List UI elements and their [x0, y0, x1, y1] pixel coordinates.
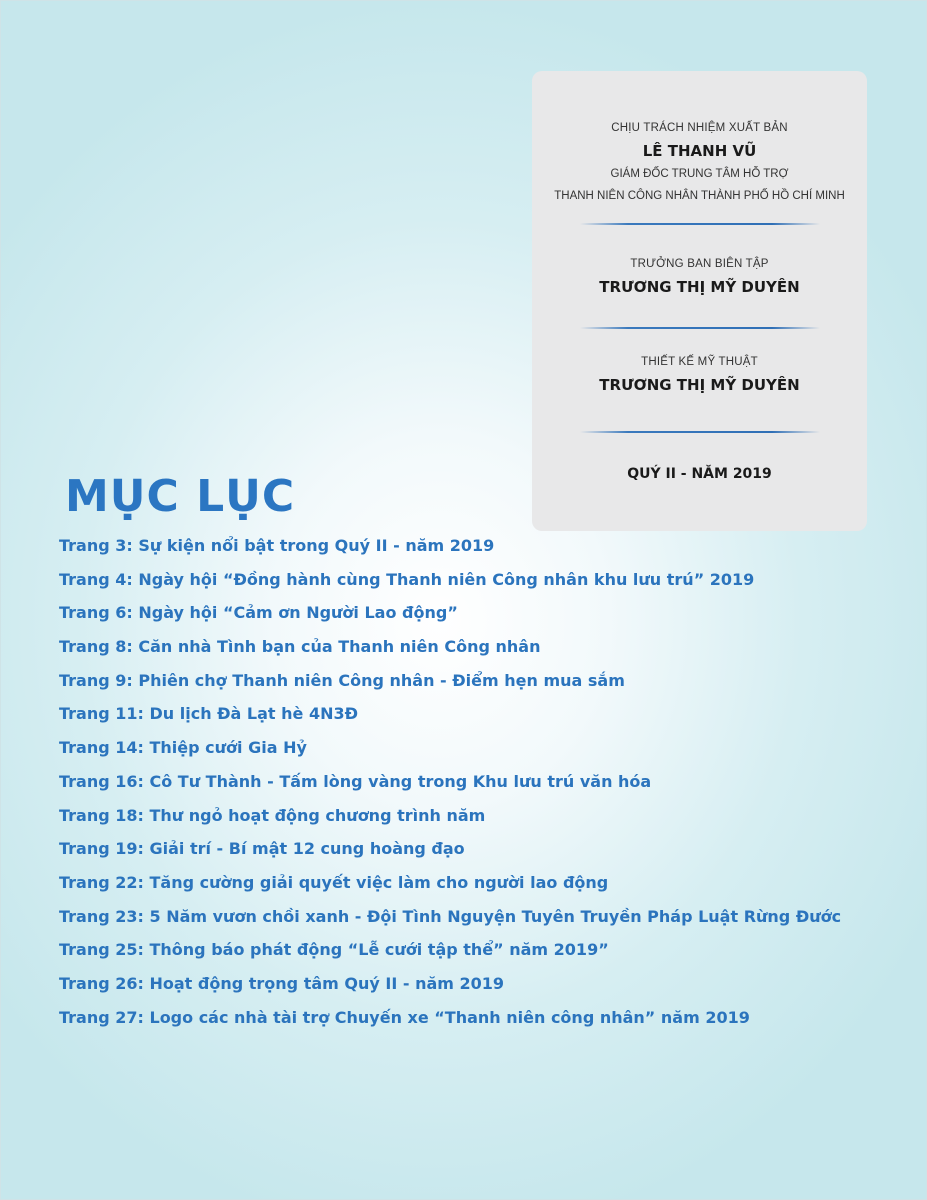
editor-name: TRƯƠNG THỊ MỸ DUYÊN	[599, 278, 800, 296]
toc-item[interactable]: Trang 9: Phiên chợ Thanh niên Công nhân - Điểm hẹn mua sắm	[59, 670, 625, 690]
toc-heading: MỤC LỤC	[65, 471, 296, 522]
publisher-title-line2: THANH NIÊN CÔNG NHÂN THÀNH PHỐ HỒ CHÍ MINH	[554, 190, 845, 202]
toc-item[interactable]: Trang 27: Logo các nhà tài trợ Chuyến xe “Thanh niên công nhân” năm 2019	[59, 1007, 750, 1027]
toc-item[interactable]: Trang 8: Căn nhà Tình bạn của Thanh niên Công nhân	[59, 637, 541, 657]
publisher-block	[532, 117, 867, 207]
editor-block	[532, 253, 867, 299]
toc-item[interactable]: Trang 25: Thông báo phát động “Lễ cưới tập thể” năm 2019”	[59, 940, 609, 960]
toc-item[interactable]: Trang 16: Cô Tư Thành - Tấm lòng vàng trong Khu lưu trú văn hóa	[59, 771, 652, 791]
editor-role: TRƯỞNG BAN BIÊN TẬP	[630, 258, 769, 270]
publisher-name: LÊ THANH VŨ	[642, 142, 757, 160]
publisher-role: CHỊU TRÁCH NHIỆM XUẤT BẢN	[611, 122, 788, 134]
toc-item[interactable]: Trang 26: Hoạt động trọng tâm Quý II - năm 2019	[59, 973, 505, 993]
divider-1	[580, 223, 820, 225]
edition-label: QUÝ II - NĂM 2019	[627, 466, 772, 482]
designer-role: THIẾT KẾ MỸ THUẬT	[641, 356, 758, 368]
divider-3	[580, 431, 820, 433]
publisher-title-line1: GIÁM ĐỐC TRUNG TÂM HỖ TRỢ	[610, 168, 789, 180]
toc-item[interactable]: Trang 4: Ngày hội “Đồng hành cùng Thanh niên Công nhân khu lưu trú” 2019	[59, 569, 755, 589]
toc-item[interactable]: Trang 6: Ngày hội “Cảm ơn Người Lao động”	[59, 603, 458, 623]
divider-2	[580, 327, 820, 329]
designer-block	[532, 351, 867, 397]
toc-list	[59, 532, 841, 1037]
toc-item[interactable]: Trang 23: 5 Năm vươn chồi xanh - Đội Tình Nguyện Tuyên Truyền Pháp Luật Rừng Đước	[59, 906, 842, 926]
toc-item[interactable]: Trang 14: Thiệp cưới Gia Hỷ	[59, 738, 307, 758]
toc-item[interactable]: Trang 18: Thư ngỏ hoạt động chương trình năm	[59, 805, 486, 825]
toc-item[interactable]: Trang 19: Giải trí - Bí mật 12 cung hoàng đạo	[59, 839, 465, 859]
credits-panel	[532, 71, 867, 531]
toc-item[interactable]: Trang 22: Tăng cường giải quyết việc làm cho người lao động	[59, 872, 609, 892]
toc-item[interactable]: Trang 3: Sự kiện nổi bật trong Quý II - năm 2019	[59, 536, 495, 555]
toc-item[interactable]: Trang 11: Du lịch Đà Lạt hè 4N3Đ	[59, 704, 359, 724]
designer-name: TRƯƠNG THỊ MỸ DUYÊN	[599, 376, 800, 394]
